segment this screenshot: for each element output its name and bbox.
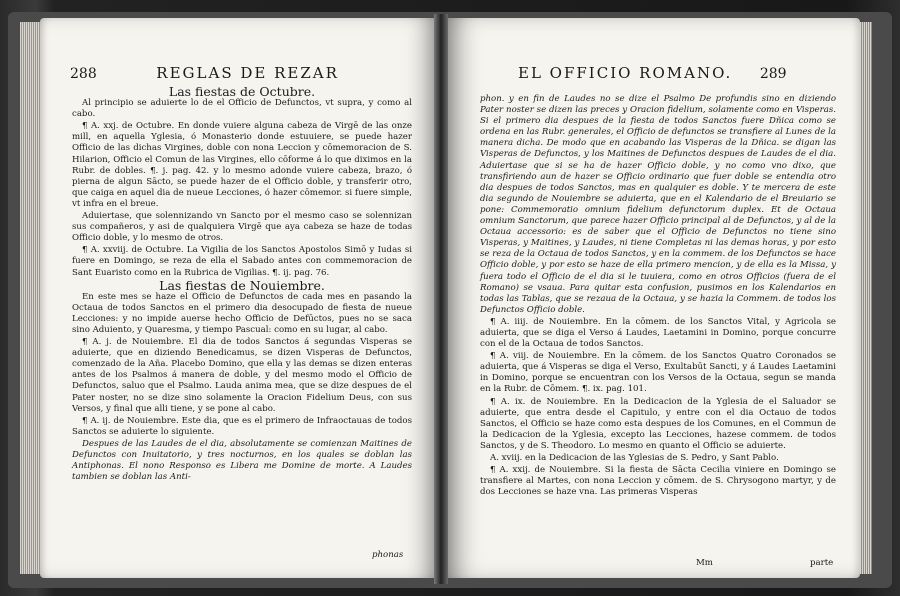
running-head: REGLAS DE REZAR xyxy=(156,64,339,82)
running-head: EL OFFICIO ROMANO. xyxy=(518,64,733,82)
page-edges-left xyxy=(20,22,42,574)
paragraph: ¶ A. viij. de Nouiembre. En la cōmem. de los Sanctos Quatro Coronados se aduierta, que á Visperas se diga el Verso, Exultabūt Sancti, y á Laudes Laetamini in Domino, porque se encuentran con los Versos de la Octaua, segun se manda en la Rubr. de Cōmem. ¶. ix. pag. 101. xyxy=(480,351,836,395)
paragraph: ¶ A. xxij. de Nouiembre. Si la fiesta de Sācta Cecilia viniere en Domingo se transfiere al Martes, con nona Leccion y cōmem. de S. Chrysogono martyr, y de dos Lecciones se haze vna. Las primeras Visperas xyxy=(480,465,836,498)
book-gutter xyxy=(434,14,448,584)
paragraph: ¶ A. xxviij. de Octubre. La Vigilia de los Sanctos Apostolos Simō y Iudas si fuere en Domingo, se reza de ella el Sabado antes con commemoracion de Sant Euaristo como en la Rubrica de Vigilias. ¶. ij. pag. 76. xyxy=(72,245,412,278)
page-number: 288 xyxy=(70,66,97,82)
section-title: Las fiestas de Octubre. xyxy=(168,84,316,99)
right-page xyxy=(440,18,860,578)
catchword: parte xyxy=(810,558,834,568)
paragraph: ¶ A. xxj. de Octubre. En donde vuiere alguna cabeza de Virgē de las onze mill, en aquella Yglesia, ó Monasterio donde estuuiere, se puede hazer Officio de las dichas Virgines, doble con nona Leccion y cōmemoracion de S. Hilarion, Officio el Comun de las Virgines, ello cōforme á lo que diximos en la Rubr. de dobles. ¶. j. pag. 42. y lo mesmo adonde vuiere cabeza, brazo, ó pierna de algun Sācto, se puede hazer de el Officio doble, y transferir otro, que caiga en aquel dia de nueue Lecciones, ó hazer cōmemor. si fuere simple, vt infra en el breue. xyxy=(72,121,412,209)
paragraph: ¶ A. ix. de Nouiembre. En la Dedicacion de la Yglesia de el Saluador se aduierte, que entra desde el Capitulo, y entre con el dia Octauo de todos Sanctos, el Officio se haze como esta despues de los Comunes, en el Commun de la Dedicacion de la Yglesia, excepto las Lecciones, hazese commem. de todos Sanctos, y de S. Theodoro. Lo mesmo en quanto el Officio se aduierte. xyxy=(480,396,836,451)
signature-mark: Mm xyxy=(696,558,713,568)
paragraph: ¶ A. ij. de Nouiembre. Este dia, que es el primero de Infraoctauas de todos Sanctos se aduierte lo siguiente. xyxy=(72,415,412,437)
paragraph: A. xviij. en la Dedicacion de las Yglesias de S. Pedro, y Sant Pablo. xyxy=(490,453,779,463)
catchword: phonas xyxy=(372,550,404,560)
paragraph: Despues de las Laudes de el dia, absolutamente se comienzan Maitines de Defunctos con Inuitatorio, y tres nocturnos, en los quales se doblan las Antiphonas. El nono Responso es Libera me Domine de morte. A Laudes tambien se doblan las Anti- xyxy=(72,438,412,483)
paragraph: En este mes se haze el Officio de Defunctos de cada mes en pasando la Octaua de todos Sanctos en el primero dia desocupado de fiesta de nueue Lecciones: y no impide auerse hecho Officio de Defūctos, pues no se saca sino Aduiento, y Quaresma, y tiempo Pascual: como en su lugar, al cabo. xyxy=(72,291,412,335)
left-header xyxy=(70,64,339,82)
left-body xyxy=(72,86,412,484)
paragraph: Al principio se aduierte lo de el Officio de Defunctos, vt supra, y como al cabo. xyxy=(72,98,412,120)
section-title: Las fiestas de Nouiembre. xyxy=(159,277,325,293)
paragraph: phon. y en fin de Laudes no se dize el Psalmo De profundis sino en diziendo Pater noster se dizen las preces y Oracion fidelium, solamente como en Visperas. Si el primero dia despues de la fiesta de todos Sanctos fuere Dñica como se ordena en las Rubr. generales, el Officio de defunctos se transfiere al Lunes de la manera dicha. De modo que en acabando las Visperas de la Dñica. se digan las Visperas de Defunctos, y los Maitines de Defunctos despues de Laudes de el dia. Aduiertase que si se ha de hazer Officio doble, y no como vno dixo, que transfiriendo aun de hazer se Officio ordinario que fuer doble se entendia otro dia despues de todos Sanctos, mas en qualquier es doble. Y te mercera de este dia segundo de Nouiembre se aduierta, que en el Kalendario de el Breuiario se pone: Commemoratio omnium fidelium defunctorum duplex. Et de Octaua omnium Sanctorum, que parece hazer Officio principal al de Defunctos, y al de la Octaua accessorio: es de saber que el Officio de Defunctos no tiene sino Visperas, y Maitines, y Laudes, ni tiene Completas ni las demas horas, y por esto se reza de la Octaua de todos Sanctos, y en la commem. de los Defunctos se hace Officio doble, y por esto se haze de ella primero mencion, y de ella es la Missa, y fuera todo el Officio de el dia si le tuuiera, como en otros Officios (fuera de el Romano) se vsaua. Para quitar esta confusion, pusimos en los Kalendarios en todas las Tablas, que se rezaua de la Octaua, y se hazia la Commem. de todos los Defunctos Officio doble. xyxy=(480,94,836,315)
page-number: 289 xyxy=(759,66,787,82)
paragraph: Aduiertase, que solennizando vn Sancto por el mesmo caso se solennizan sus compañeros, y asi de qualquiera Virgē que aya cabeza se haze de todas Officio doble, y lo mesmo de otros. xyxy=(72,211,412,244)
page-edges-right xyxy=(858,22,872,574)
paragraph: ¶ A. j. de Nouiembre. El dia de todos Sanctos á segundas Visperas se aduierte, que en diziendo Benedicamus, se dizen Visperas de Defunctos, comenzado de la Aña. Placebo Domino, que ella y las demas se dizen enteras antes de los Psalmos á manera de doble, y del mesmo modo el Officio de Defunctos, saluo que el Psalmo. Lauda anima mea, que se dize despues de el Pater noster, no se dize sino solamente la Oracion Fidelium Deus, con sus Versos, y final que alli tiene, y se pone al cabo. xyxy=(72,337,412,414)
right-body xyxy=(480,94,836,499)
paragraph: ¶ A. iiij. de Nouiembre. En la cōmem. de los Sanctos Vital, y Agricola se aduierta, que se diga el Verso á Laudes, Laetamini in Domino, porque concurre con el de la Octaua de todos Sanctos. xyxy=(480,316,836,350)
left-page xyxy=(40,18,440,578)
right-header xyxy=(518,64,787,82)
